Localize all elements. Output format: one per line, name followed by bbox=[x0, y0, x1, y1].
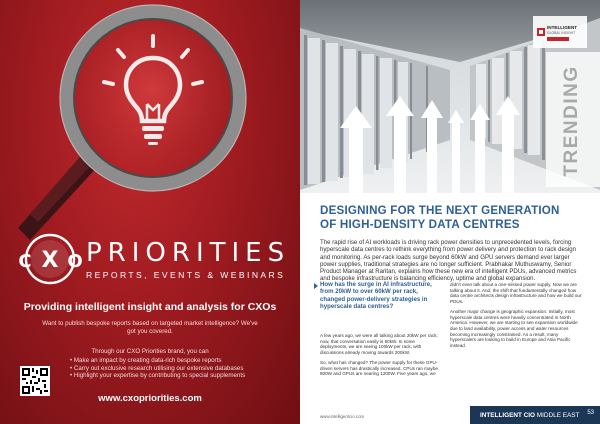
logo-line1: INTELLIGENT bbox=[547, 25, 578, 30]
chip-icon bbox=[535, 26, 547, 38]
benefit-item: • Carry out exclusive research utilising our extensive databases bbox=[70, 365, 270, 373]
body-column-right bbox=[450, 282, 582, 353]
benefit-item: • Highlight your expertise by contributing to special supplements bbox=[70, 372, 270, 380]
section-tag-label: TRENDING bbox=[561, 65, 582, 177]
benefit-item: • Make an impact by creating data-rich bespoke reports bbox=[70, 357, 270, 365]
intelligent-cio-logo bbox=[533, 16, 587, 48]
footer-bar bbox=[470, 406, 600, 424]
svg-text:C: C bbox=[18, 251, 32, 272]
qr-code-graphic bbox=[22, 368, 48, 394]
body-paragraph: A few years ago, we were all talking about 20kW per rack; now, that conversation easily is 60kW. In some deployments, we are seeing 100kW per rack, with discussions already moving towards 200kW. bbox=[320, 333, 438, 356]
article-headline bbox=[320, 204, 590, 232]
article-lede: The rapid rise of AI workloads is driving rack power densities to unprecedented levels, forcing hyperscale data centres to rethink everything from power delivery and protection to rack design and monitoring. As per-rack loads surge beyond 60kW and GPU servers demand ever larger power supplies, traditional strategies are no longer sufficient. Prabhakar Muthuswamy, Senior Product Manager at Raritan, explains how these new era of intelligent PDUs, advanced metrics and bespoke infrastructure is balancing efficiency, uptime and global expansion. bbox=[320, 239, 577, 283]
cxo-mark-graphic bbox=[18, 232, 83, 286]
logo-accent-bar bbox=[547, 37, 569, 41]
body-column-left bbox=[320, 333, 440, 381]
footer-url[interactable]: www.intelligentcio.com bbox=[320, 414, 365, 419]
benefit-list bbox=[70, 357, 270, 380]
through-text: Through our CXO Priorities brand, you can bbox=[91, 348, 209, 355]
publication-region: MIDDLE EAST bbox=[535, 411, 580, 419]
magnifier-lightbulb-illustration bbox=[0, 0, 300, 240]
cxo-mark-logo bbox=[18, 232, 83, 286]
publication-name bbox=[480, 412, 579, 419]
headline-line1: DESIGNING FOR THE NEXT GENERATION bbox=[320, 204, 560, 217]
body-paragraph: Another major change is geographic expansion. Initially, most hyperscale data centres were heavily concentrated in North America. However, we are starting to see expansion worldwide due to land availability, power access and water resources becoming increasingly constrained. As a result, many hyperscalers are looking to build in Europe and Asia Pacific instead. bbox=[450, 308, 578, 349]
intro-text: Want to publish bespoke reports based on targeted market intelligence? We've got you covered. bbox=[42, 320, 258, 335]
headline-line2: OF HIGH-DENSITY DATA CENTRES bbox=[320, 218, 520, 231]
qr-code[interactable] bbox=[20, 366, 50, 396]
section-tag bbox=[546, 52, 600, 187]
brand-name: PRIORITIES bbox=[86, 237, 291, 268]
svg-text:O: O bbox=[67, 251, 83, 272]
tagline: Providing intelligent insight and analysis for CXOs bbox=[23, 301, 277, 313]
website-link[interactable]: www.cxopriorities.com bbox=[98, 393, 202, 404]
logo-line2: GLOBAL INSIGHT bbox=[547, 31, 576, 35]
cxo-priorities-logo bbox=[18, 232, 291, 286]
svg-text:X: X bbox=[41, 248, 59, 273]
interview-question: How has the surge in AI infrastructure, from 20kW to over 60kW per rack, changed power-delivery strategies in hyperscale data centres? bbox=[320, 281, 432, 311]
body-paragraph: So, what has changed? The power supply for these GPU-driven servers has drastically increased. CPUs ran maybe 800W and GPUs are nearing 1200W. Five years ago, we bbox=[320, 359, 438, 377]
body-paragraph: didn't even talk about a one-missed power supply. Now we are talking about it. And, the shift that fundamentally changed how data centre architects design infrastructure and how we build our PDUs. bbox=[450, 282, 582, 305]
question-marker-icon bbox=[314, 283, 318, 289]
brand-subtitle: REPORTS, EVENTS & WEBINARS bbox=[86, 269, 286, 280]
publication-name-bold: INTELLIGENT CIO bbox=[480, 411, 536, 419]
article-page bbox=[300, 0, 600, 424]
page-number: 53 bbox=[587, 410, 594, 416]
